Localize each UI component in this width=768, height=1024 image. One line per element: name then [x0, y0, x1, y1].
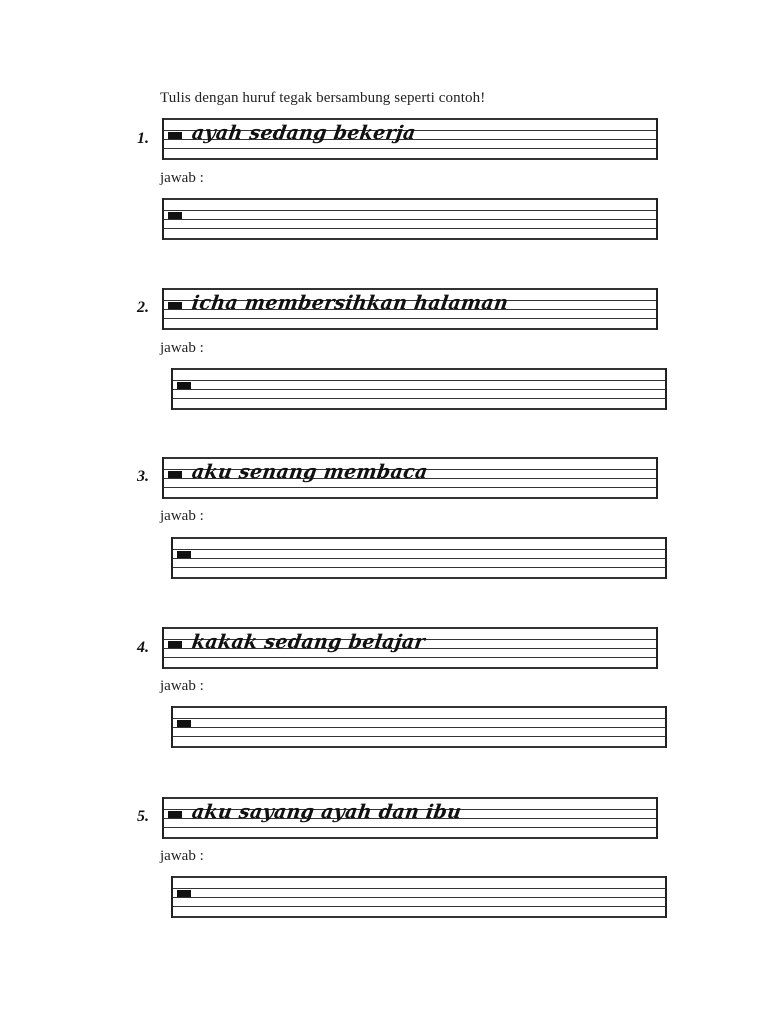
example-sentence-1: ayah sedang bekerja: [190, 122, 418, 144]
example-sentence-5: aku sayang ayah dan ibu: [190, 801, 463, 823]
answer-label-4: jawab :: [160, 678, 204, 694]
example-lines-4: [162, 627, 658, 669]
example-sentence-3: aku senang membaca: [190, 461, 430, 483]
line-marker: [168, 302, 182, 309]
answer-lines-4[interactable]: [171, 706, 667, 748]
example-lines-3: [162, 457, 658, 499]
answer-lines-5[interactable]: [171, 876, 667, 918]
exercise-number-3: 3.: [137, 468, 149, 485]
line-marker: [177, 382, 191, 389]
example-sentence-2: icha membersihkan halaman: [190, 292, 510, 314]
line-marker: [168, 811, 182, 818]
line-marker: [168, 212, 182, 219]
answer-label-3: jawab :: [160, 508, 204, 524]
example-sentence-4: kakak sedang belajar: [190, 631, 427, 653]
example-lines-2: [162, 288, 658, 330]
line-marker: [168, 471, 182, 478]
example-lines-5: [162, 797, 658, 839]
answer-label-5: jawab :: [160, 848, 204, 864]
line-marker: [177, 720, 191, 727]
instruction-text: Tulis dengan huruf tegak bersambung seperti contoh!: [160, 90, 486, 106]
answer-label-1: jawab :: [160, 170, 204, 186]
example-lines-1: [162, 118, 658, 160]
exercise-number-5: 5.: [137, 808, 149, 825]
exercise-number-1: 1.: [137, 130, 149, 147]
answer-lines-2[interactable]: [171, 368, 667, 410]
answer-label-2: jawab :: [160, 340, 204, 356]
answer-lines-1[interactable]: [162, 198, 658, 240]
line-marker: [168, 641, 182, 648]
line-marker: [177, 890, 191, 897]
exercise-number-4: 4.: [137, 639, 149, 656]
answer-lines-3[interactable]: [171, 537, 667, 579]
exercise-number-2: 2.: [137, 299, 149, 316]
line-marker: [168, 132, 182, 139]
line-marker: [177, 551, 191, 558]
